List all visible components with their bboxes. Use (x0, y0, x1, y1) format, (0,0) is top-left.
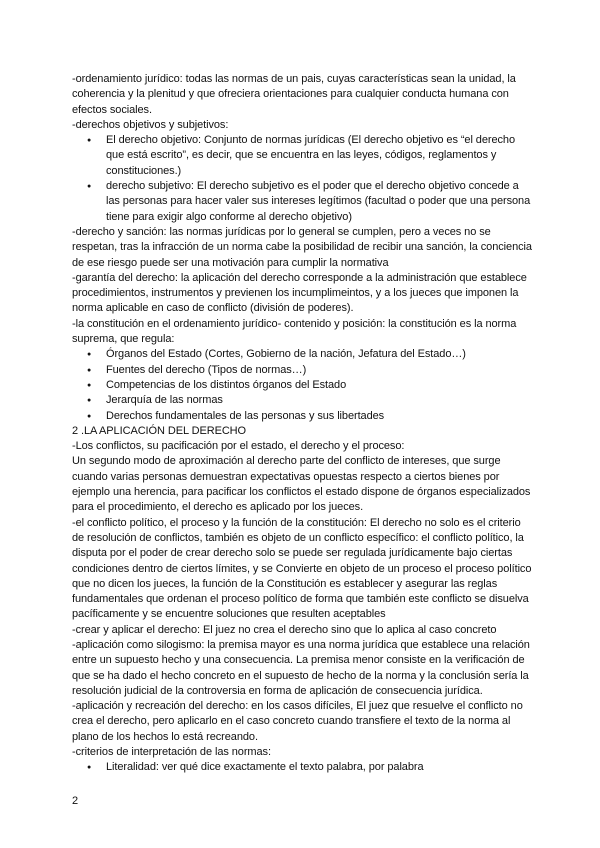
paragraph: -ordenamiento jurídico: todas las normas de un pais, cuyas características sean la unidad, la coherencia y la plenitud y que ofreciera orientaciones para cualquier conducta humana con efectos sociales. (72, 73, 516, 116)
list-item: ● derecho subjetivo: El derecho subjetivo es el poder que el derecho objetivo concede a las personas para hacer valer sus intereses legítimos (facultad o poder que una persona tiene para exigir algo conforme al derecho objetivo) (106, 179, 534, 225)
section-heading: 2 .LA APLICACIÓN DEL DERECHO (72, 424, 247, 437)
document-body (72, 72, 534, 776)
list-item: ● Jerarquía de las normas (106, 393, 534, 408)
bullet-list (72, 760, 534, 775)
page-number: 2 (72, 795, 79, 807)
paragraph: -la constitución en el ordenamiento jurídico- contenido y posición: la constitución es la norma suprema, que regula: (72, 317, 517, 346)
paragraph: -criterios de interpretación de las normas: (72, 746, 271, 759)
list-item: ● Literalidad: ver qué dice exactamente el texto palabra, por palabra (106, 760, 534, 775)
paragraph: -aplicación y recreación del derecho: en los casos difíciles, El juez que resuelve el conflicto no crea el derecho, pero aplicarlo en el caso concreto cuando transfiere el texto de la norma al plano de los hechos lo está recreando. (72, 700, 523, 743)
paragraph: -derecho y sanción: las normas jurídicas por lo general se cumplen, pero a veces no se respetan, tras la infracción de un norma cabe la posibilidad de recibir una sanción, la conciencia de ese riesgo puede ser una motivación para cumplir la normativa (72, 225, 532, 269)
paragraph: -derechos objetivos y subjetivos: (72, 118, 229, 131)
paragraph: -aplicación como silogismo: la premisa mayor es una norma jurídica que establece una relación entre un supuesto hecho y una consecuencia. La premisa menor consiste en la verificación de que se ha dado el hecho concreto en el supuesto de hecho de la norma y la conclusión sería la resolución judicial de la controversia en forma de aplicación de consecuencia jurídica. (72, 638, 530, 697)
paragraph: -crear y aplicar el derecho: El juez no crea el derecho sino que lo aplica al caso concreto (72, 623, 497, 636)
bullet-list (72, 347, 534, 423)
paragraph: -Los conflictos, su pacificación por el estado, el derecho y el proceso: (72, 440, 405, 453)
paragraph: -garantía del derecho: la aplicación del derecho corresponde a la administración que establece procedimientos, instrumentos y previenen los incumplimeintos, y a los jueces que imponen la norma aplicable en caso de conflicto (división de poderes). (72, 271, 527, 315)
list-item: ● Fuentes del derecho (Tipos de normas…) (106, 363, 534, 378)
paragraph: Un segundo modo de aproximación al derecho parte del conflicto de intereses, que surge cuando varias personas demuestran expectativas opuestas respecto a ciertos bienes por ejemplo una herencia, para pacificar los conflictos el estado dispone de órganos especializados para el procedimiento, el derecho es aplicado por los jueces. (72, 455, 531, 514)
bullet-list (72, 133, 534, 225)
list-item: ● Derechos fundamentales de las personas y sus libertades (106, 409, 534, 424)
paragraph: -el conflicto político, el proceso y la función de la constitución: El derecho no solo es el criterio de resolución de conflictos, también es objeto de un conflicto específico: el conflicto político, la disputa por el poder de crear derecho solo se puede ser regulada jurídicamente bajo ciertas condiciones dentro de ciertos límites, y se Convierte en objeto de un proceso el proceso político que no dicen los jueces, la función de la Constitución es establecer y asegurar las reglas fundamentales que ordenan el proceso político de forma que también este conflicto se disuelva pacíficamente y se encuentre soluciones que resulten aceptables (72, 516, 532, 621)
list-item: ● El derecho objetivo: Conjunto de normas jurídicas (El derecho objetivo es “el derecho que está escrito”, es decir, que se encuentra en las leyes, códigos, reglamentos y constituciones.) (106, 133, 534, 179)
list-item: ● Competencias de los distintos órganos del Estado (106, 378, 534, 393)
list-item: ● Órganos del Estado (Cortes, Gobierno de la nación, Jefatura del Estado…) (106, 347, 534, 362)
